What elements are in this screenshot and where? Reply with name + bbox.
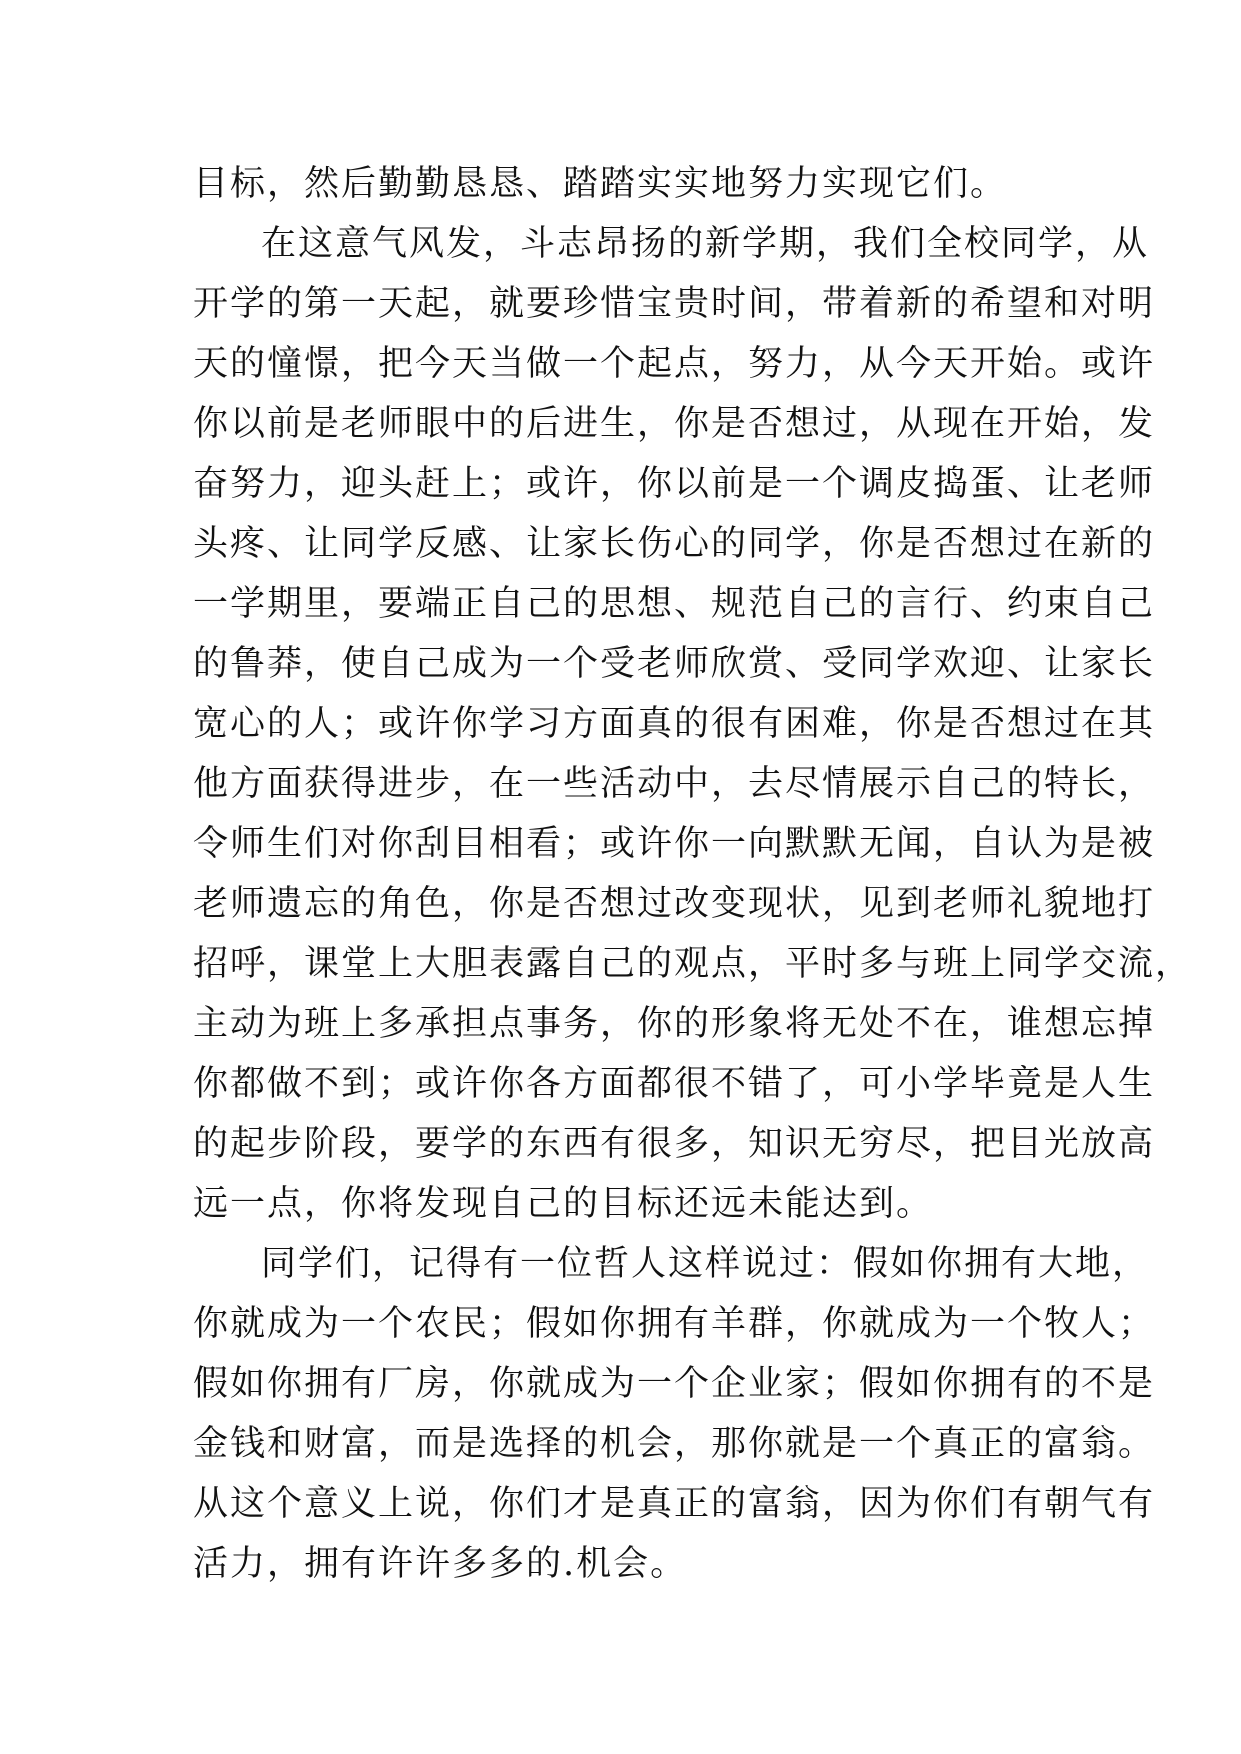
text-line: 主动为班上多承担点事务，你的形象将无处不在，谁想忘掉 (193, 1004, 1156, 1044)
text-line: 老师遗忘的角色，你是否想过改变现状，见到老师礼貌地打 (193, 884, 1156, 924)
text-line: 开学的第一天起，就要珍惜宝贵时间，带着新的希望和对明 (193, 284, 1156, 324)
text-line: 远一点，你将发现自己的目标还远未能达到。 (193, 1184, 934, 1224)
paragraph-first-line: 在这意气风发，斗志昂扬的新学期，我们全校同学，从 (261, 224, 1150, 264)
text-line: 目标，然后勤勤恳恳、踏踏实实地努力实现它们。 (193, 164, 1008, 204)
text-line: 招呼，课堂上大胆表露自己的观点，平时多与班上同学交流， (193, 944, 1193, 984)
text-line: 从这个意义上说，你们才是真正的富翁，因为你们有朝气有 (193, 1484, 1156, 1524)
text-line: 你以前是老师眼中的后进生，你是否想过，从现在开始，发 (193, 404, 1156, 444)
text-line: 假如你拥有厂房，你就成为一个企业家；假如你拥有的不是 (193, 1364, 1156, 1404)
text-line: 的起步阶段，要学的东西有很多，知识无穷尽，把目光放高 (193, 1124, 1156, 1164)
text-line: 你都做不到；或许你各方面都很不错了，可小学毕竟是人生 (193, 1064, 1156, 1104)
text-line: 天的憧憬，把今天当做一个起点，努力，从今天开始。或许 (193, 344, 1156, 384)
text-line: 令师生们对你刮目相看；或许你一向默默无闻，自认为是被 (193, 824, 1156, 864)
text-line: 活力，拥有许许多多的.机会。 (193, 1544, 688, 1584)
text-line: 头疼、让同学反感、让家长伤心的同学，你是否想过在新的 (193, 524, 1156, 564)
text-line: 奋努力，迎头赶上；或许，你以前是一个调皮捣蛋、让老师 (193, 464, 1156, 504)
text-line: 你就成为一个农民；假如你拥有羊群，你就成为一个牧人； (193, 1304, 1156, 1344)
text-line: 一学期里，要端正自己的思想、规范自己的言行、约束自己 (193, 584, 1156, 624)
text-line: 宽心的人；或许你学习方面真的很有困难，你是否想过在其 (193, 704, 1156, 744)
text-line: 的鲁莽，使自己成为一个受老师欣赏、受同学欢迎、让家长 (193, 644, 1156, 684)
text-line: 他方面获得进步，在一些活动中，去尽情展示自己的特长， (193, 764, 1156, 804)
text-line: 金钱和财富，而是选择的机会，那你就是一个真正的富翁。 (193, 1424, 1156, 1464)
paragraph-first-line: 同学们，记得有一位哲人这样说过：假如你拥有大地， (261, 1244, 1150, 1284)
